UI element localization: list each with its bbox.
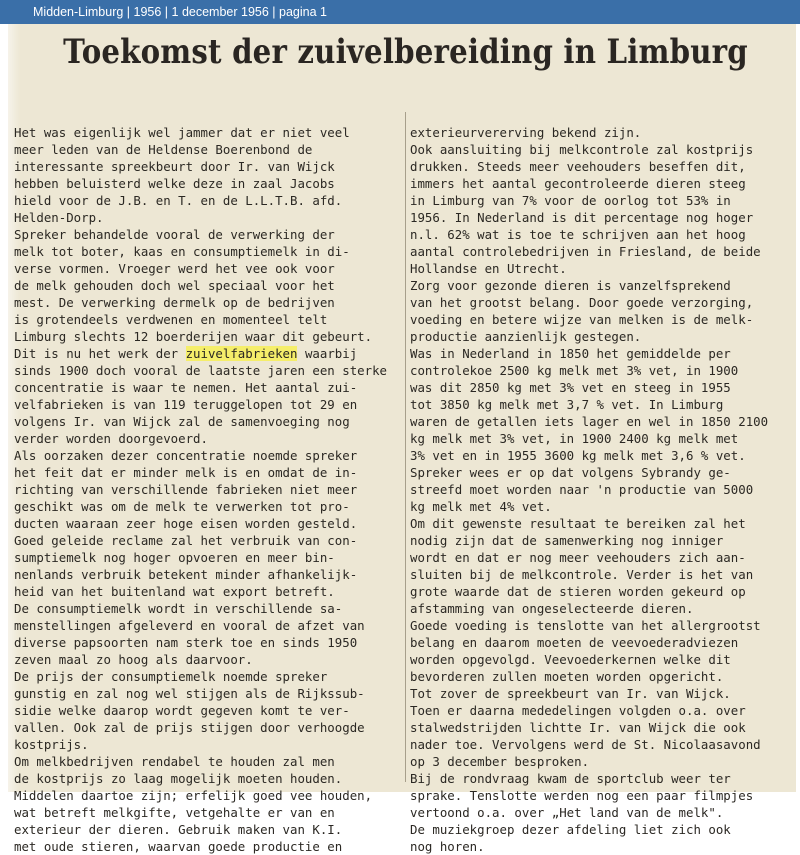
article-line: sluiten bij de melkcontrole. Verder is het van <box>410 567 754 582</box>
article-line: stalwedstrijden lichtte Ir. van Wijck die ook <box>410 720 746 735</box>
article-line: volgens Ir. van Wijck zal de samenvoeging nog <box>14 414 350 429</box>
search-highlight: zuivelfabrieken <box>185 346 298 361</box>
column-top-spacer <box>410 96 794 124</box>
article-line: voeding en betere wijze van melken is de melk- <box>410 312 754 327</box>
article-line: geschikt was om de melk te verwerken tot pro- <box>14 499 350 514</box>
article-line: Bij de rondvraag kwam de sportclub weer ter <box>410 771 731 786</box>
article-line: nenlands verbruik betekent minder afhankelijk- <box>14 567 358 582</box>
article-line: sumptiemelk nog hoger opvoeren en meer bin- <box>14 550 335 565</box>
article-line: in Limburg van 7% voor de oorlog tot 53% in <box>410 193 731 208</box>
article-line: exterieur der dieren. Gebruik maken van K.I. <box>14 822 343 837</box>
article-line: kostprijs. <box>14 737 89 752</box>
article-line: nader toe. Vervolgens werd de St. Nicolaasavond <box>410 737 761 752</box>
article-line: tot 3850 kg melk met 3,7 % vet. In Limburg <box>410 397 724 412</box>
article-line: afstamming van ongeselecteerde dieren. <box>410 601 694 616</box>
article-line: hebben beluisterd welke deze in zaal Jacobs <box>14 176 335 191</box>
article-line: Hollandse en Utrecht. <box>410 261 567 276</box>
newspaper-clipping <box>8 24 796 854</box>
article-line: streefd moet worden naar 'n productie van 5000 <box>410 482 754 497</box>
article-line: belang en daarom moeten de veevoederadviezen <box>410 635 739 650</box>
article-line: met oude stieren, waarvan goede productie en <box>14 839 343 854</box>
article-line: hield voor de J.B. en T. en de L.L.T.B. afd. <box>14 193 343 208</box>
article-line: sinds 1900 doch vooral de laatste jaren een sterke <box>14 363 387 378</box>
article-line: ducten waaraan zeer hoge eisen worden gesteld. <box>14 516 358 531</box>
article-line: waren de getallen iets lager en wel in 1850 2100 <box>410 414 769 429</box>
breadcrumb-text: Midden-Limburg | 1956 | 1 december 1956 | pagina 1 <box>33 5 327 19</box>
article-line: Goed geleide reclame zal het verbruik van con- <box>14 533 358 548</box>
article-line: zeven maal zo hoog als daarvoor. <box>14 652 253 667</box>
article-line: Middelen daartoe zijn; erfelijk goed vee houden, <box>14 788 373 803</box>
article-line: Tot zover de spreekbeurt van Ir. van Wijck. <box>410 686 731 701</box>
article-line: vertoond o.a. over „Het land van de melk". <box>410 805 724 820</box>
article-line: heid van het buitenland wat export betreft. <box>14 584 335 599</box>
article-line: nodig zijn dat de samenwerking nog inniger <box>410 533 724 548</box>
article-line: Ook aansluiting bij melkcontrole zal kostprijs <box>410 142 754 157</box>
article-line: gunstig en zal nog wel stijgen als de Rijkssub- <box>14 686 365 701</box>
article-line: mest. De verwerking dermelk op de bedrijven <box>14 295 335 310</box>
article-line: is grotendeels verdwenen en momenteel telt <box>14 312 328 327</box>
article-line: wordt en dat er nog meer veehouders zich aan- <box>410 550 746 565</box>
article-line: interessante spreekbeurt door Ir. van Wijck <box>14 159 335 174</box>
article-line: wat betreft melkgifte, vetgehalte er van en <box>14 805 335 820</box>
article-title: Toekomst der zuivelbereiding in Limburg <box>63 32 748 72</box>
article-line: 3% vet en in 1955 3600 kg melk met 3,6 % vet. <box>410 448 746 463</box>
article-line: verse vormen. Vroeger werd het vee ook voor <box>14 261 335 276</box>
column-divider <box>405 112 406 782</box>
article-line: Was in Nederland in 1850 het gemiddelde per <box>410 346 731 361</box>
article-line: Goede voeding is tenslotte van het allergrootst <box>410 618 761 633</box>
article-line: Toen er daarna mededelingen volgden o.a. over <box>410 703 746 718</box>
article-line: Als oorzaken dezer concentratie noemde spreker <box>14 448 358 463</box>
article-line: n.l. 62% wat is toe te schrijven aan het hoog <box>410 227 746 242</box>
article-line: immers het aantal gecontroleerde dieren steeg <box>410 176 746 191</box>
article-line: aantal controlebedrijven in Friesland, de beide <box>410 244 761 259</box>
article-line: het feit dat er minder melk is en omdat de in- <box>14 465 358 480</box>
article-line: de melk gehouden doch wel speciaal voor het <box>14 278 335 293</box>
article-line: productie aanzienlijk gestegen. <box>410 329 642 344</box>
article-line: melk tot boter, kaas en consumptiemelk in di- <box>14 244 350 259</box>
article-line: Het was eigenlijk wel jammer dat er niet veel <box>14 125 350 140</box>
breadcrumb <box>0 0 800 24</box>
column-top-spacer <box>14 96 402 124</box>
article-line: Zorg voor gezonde dieren is vanzelfsprekend <box>410 278 731 293</box>
article-line: Spreker behandelde vooral de verwerking der <box>14 227 335 242</box>
article-line: controlekoe 2500 kg melk met 3% vet, in 1900 <box>410 363 739 378</box>
article-line: kg melk met 3% vet, in 1900 2400 kg melk met <box>410 431 739 446</box>
article-line: van het grootst belang. Door goede verzorging, <box>410 295 754 310</box>
article-column-right <box>410 96 794 855</box>
article-line: nog horen. <box>410 839 485 854</box>
article-line: kg melk met 4% vet. <box>410 499 552 514</box>
article-line: Dit is nu het werk der zuivelfabrieken waarbij <box>14 346 358 361</box>
article-column-left <box>14 96 402 855</box>
article-line: sidie welke daarop wordt gegeven komt te ver- <box>14 703 350 718</box>
article-line: drukken. Steeds meer veehouders beseffen dit, <box>410 159 746 174</box>
article-line: was dit 2850 kg met 3% vet en steeg in 1955 <box>410 380 731 395</box>
article-line: exterieurvererving bekend zijn. <box>410 125 642 140</box>
article-line: diverse papsoorten nam sterk toe en sinds 1950 <box>14 635 358 650</box>
article-line: 1956. In Nederland is dit percentage nog hoger <box>410 210 754 225</box>
article-line: richting van verschillende fabrieken niet meer <box>14 482 358 497</box>
article-line: Om melkbedrijven rendabel te houden zal men <box>14 754 335 769</box>
article-line: De muziekgroep dezer afdeling liet zich ook <box>410 822 731 837</box>
article-line: de kostprijs zo laag mogelijk moeten houden. <box>14 771 343 786</box>
article-line: meer leden van de Heldense Boerenbond de <box>14 142 313 157</box>
article-line: Limburg slechts 12 boerderijen waar dit gebeurt. <box>14 329 373 344</box>
article-line: Helden-Dorp. <box>14 210 104 225</box>
article-line: grote waarde dat de stieren worden gekeurd op <box>410 584 746 599</box>
article-line: Spreker wees er op dat volgens Sybrandy ge- <box>410 465 731 480</box>
article-line: menstellingen afgeleverd en vooral de afzet van <box>14 618 365 633</box>
article-line: bevorderen zullen moeten worden opgericht. <box>410 669 724 684</box>
article-line: Om dit gewenste resultaat te bereiken zal het <box>410 516 746 531</box>
article-line: vallen. Ook zal de prijs stijgen door verhoogde <box>14 720 365 735</box>
article-line: sprake. Tenslotte werden nog een paar filmpjes <box>410 788 754 803</box>
article-line: De prijs der consumptiemelk noemde spreker <box>14 669 328 684</box>
article-line: De consumptiemelk wordt in verschillende sa- <box>14 601 343 616</box>
article-line: velfabrieken is van 119 teruggelopen tot 29 en <box>14 397 358 412</box>
article-line: op 3 december besproken. <box>410 754 590 769</box>
article-line: verder worden doorgevoerd. <box>14 431 208 446</box>
article-line: concentratie is waar te nemen. Het aantal zui- <box>14 380 358 395</box>
article-line: worden opgevolgd. Veevoederkernen welke dit <box>410 652 731 667</box>
